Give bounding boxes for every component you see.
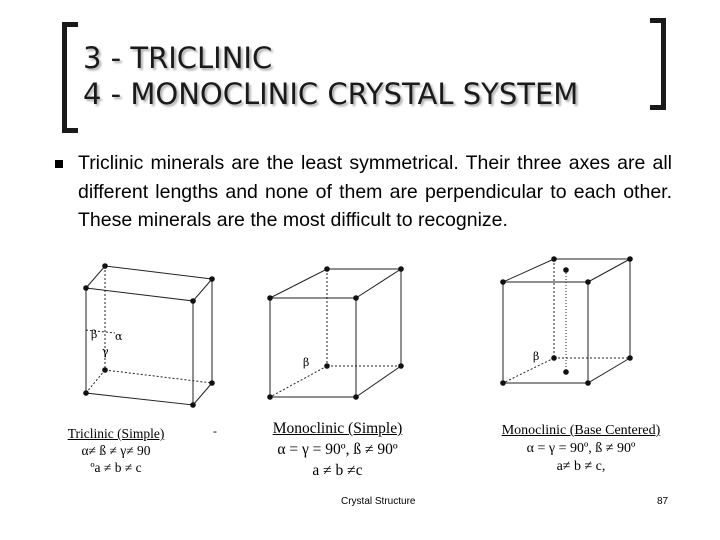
monoclinic-base-beta-label: β [533, 350, 540, 363]
page-number: 87 [657, 496, 669, 507]
monoclinic-base-title: Monoclinic (Base Centered) [501, 423, 661, 438]
triclinic-title: Triclinic (Simple) [67, 426, 165, 441]
triclinic-lattice [86, 266, 212, 405]
monoclinic-base-lattice [503, 259, 630, 383]
triclinic-beta-label: β [91, 328, 98, 341]
monoclinic-simple-lattice [270, 269, 401, 397]
triclinic-alpha-label: α [115, 330, 123, 343]
triclinic-caption [52, 425, 180, 476]
title-line-1: 3 - TRICLINIC [83, 41, 273, 75]
footer-text: Crystal Structure [341, 496, 416, 507]
title-line-2: 4 - MONOCLINIC CRYSTAL SYSTEM [83, 77, 579, 111]
monoclinic-simple-title: Monoclinic (Simple) [272, 420, 403, 437]
monoclinic-simple-angle-relation: α = γ = 90º, ß ≠ 90º [277, 441, 398, 458]
bullet-paragraph: Triclinic minerals are the least symmetrical. Their three axes are all different lengths and none of them are perpendicular to each other. These minerals are the most difficult to recognize. [78, 152, 672, 231]
monoclinic-simple-beta-label: β [303, 356, 310, 369]
monoclinic-base-caption [481, 422, 681, 476]
monoclinic-simple-caption [255, 418, 420, 481]
triclinic-lattice-points [83, 263, 215, 408]
monoclinic-simple-lattice-points [267, 266, 404, 400]
stray-dash: - [213, 424, 217, 438]
triclinic-angle-relation: α≠ ß ≠ γ≠ 90 [81, 443, 151, 458]
monoclinic-base-axis-relation: a≠ b ≠ c, [556, 459, 606, 474]
triclinic-gamma-label: γ [102, 345, 109, 358]
monoclinic-base-angle-relation: α = γ = 90º, ß ≠ 90º [526, 441, 636, 456]
monoclinic-simple-axis-relation: a ≠ b ≠c [312, 462, 363, 479]
triclinic-axis-relation: ºa ≠ b ≠ c [90, 460, 142, 475]
